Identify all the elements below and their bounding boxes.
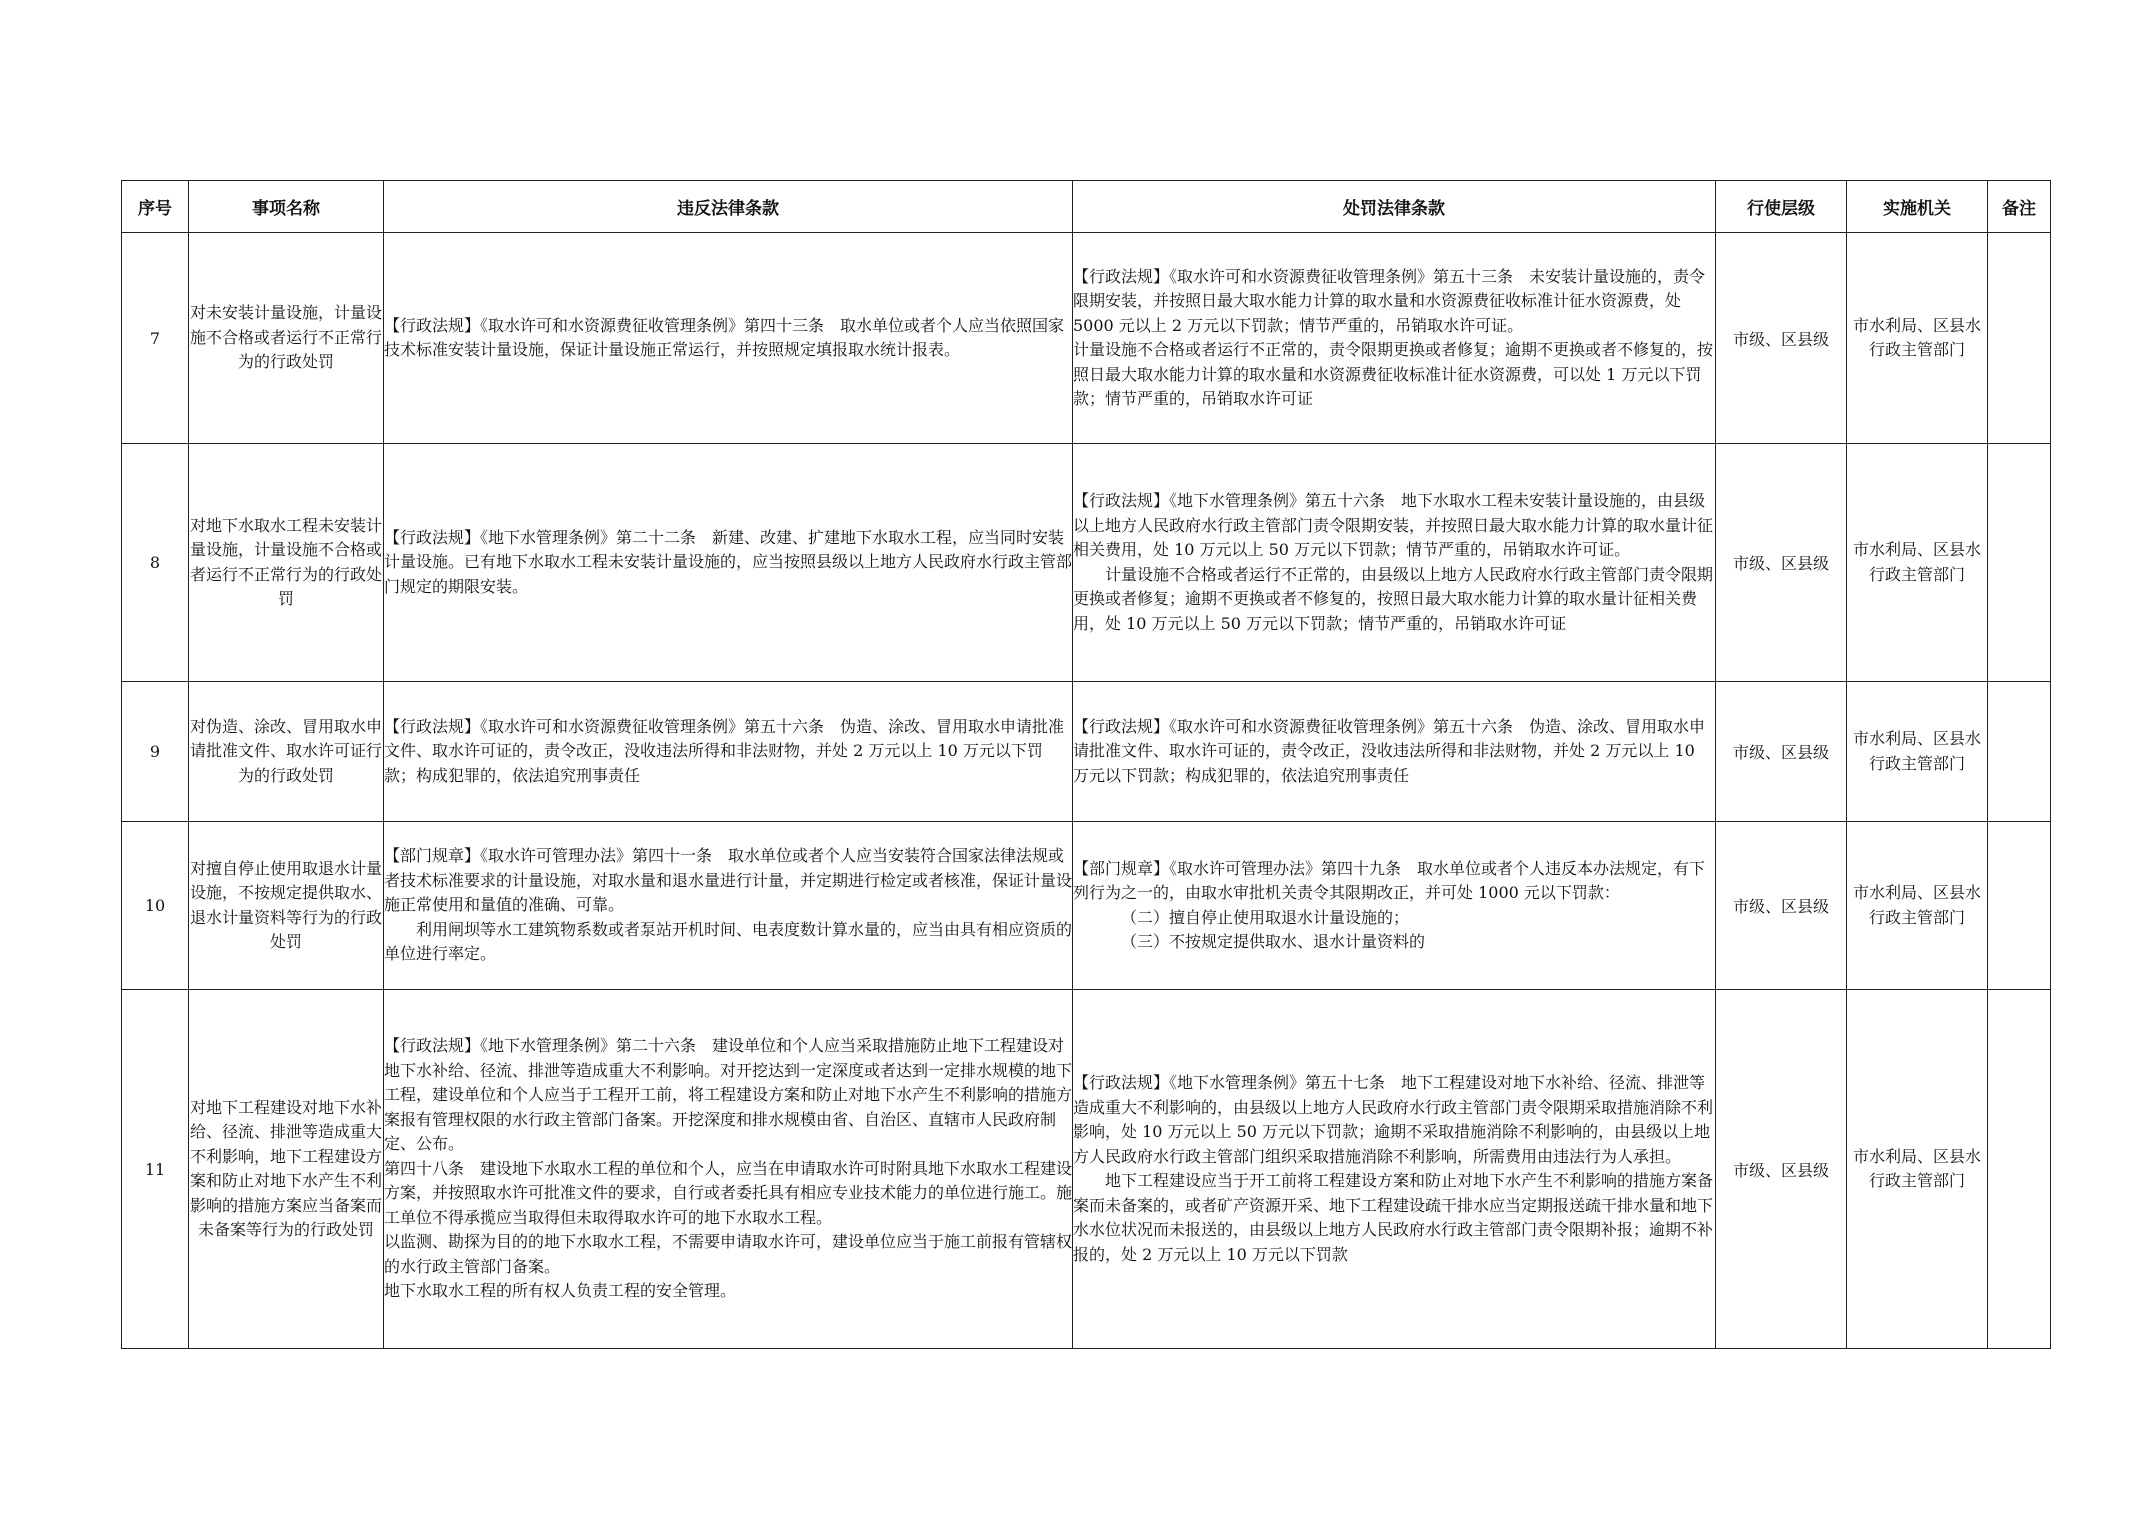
violation-paragraph: 【部门规章】《取水许可管理办法》第四十一条 取水单位或者个人应当安装符合国家法律法规或者技术标准要求的计量设施，对取水量和退水量进行计量，并定期进行检定或者核准，保证计量设施正常使用和量值的准确、可靠。	[384, 846, 1073, 915]
row-penalty	[1073, 233, 1716, 444]
row-violation	[384, 990, 1073, 1349]
table-row	[122, 444, 2051, 682]
row-remark	[1988, 233, 2051, 444]
row-penalty	[1073, 990, 1716, 1349]
row-item-name: 对伪造、涂改、冒用取水申请批准文件、取水许可证行为的行政处罚	[189, 682, 384, 822]
table-row	[122, 990, 2051, 1349]
row-remark	[1988, 822, 2051, 990]
violation-paragraph: 【行政法规】《地下水管理条例》第二十六条 建设单位和个人应当采取措施防止地下工程建设对地下水补给、径流、排泄等造成重大不利影响。对开挖达到一定深度或者达到一定排水规模的地下工程，建设单位和个人应当于工程开工前，将工程建设方案和防止对地下水产生不利影响的措施方案报有管理权限的水行政主管部门备案。开挖深度和排水规模由省、自治区、直辖市人民政府制定、公布。	[384, 1036, 1073, 1154]
table-row	[122, 682, 2051, 822]
row-agency: 市水利局、区县水行政主管部门	[1847, 444, 1988, 682]
penalty-paragraph: 【行政法规】《地下水管理条例》第五十六条 地下水取水工程未安装计量设施的，由县级以上地方人民政府水行政主管部门责令限期安装，并按照日最大取水能力计算的取水量计征相关费用，处 10 万元以上 50 万元以下罚款；情节严重的，吊销取水许可证。	[1073, 491, 1714, 559]
row-level: 市级、区县级	[1716, 682, 1847, 822]
penalty-paragraph: 计量设施不合格或者运行不正常的，责令限期更换或者修复；逾期不更换或者不修复的，按照日最大取水能力计算的取水量和水资源费征收标准计征水资源费，可以处 1 万元以下罚款；情节严重的，吊销取水许可证	[1073, 340, 1714, 408]
row-penalty	[1073, 822, 1716, 990]
header-level: 行使层级	[1716, 181, 1847, 233]
row-level: 市级、区县级	[1716, 990, 1847, 1349]
penalty-paragraph: 【部门规章】《取水许可管理办法》第四十九条 取水单位或者个人违反本办法规定，有下列行为之一的，由取水审批机关责令其限期改正，并可处 1000 元以下罚款：	[1073, 858, 1706, 902]
penalty-paragraph: 计量设施不合格或者运行不正常的，由县级以上地方人民政府水行政主管部门责令限期更换或者修复；逾期不更换或者不修复的，按照日最大取水能力计算的取水量计征相关费用，处 10 万元以上 50 万元以下罚款；情节严重的，吊销取水许可证	[1073, 564, 1714, 633]
violation-paragraph: 利用闸坝等水工建筑物系数或者泵站开机时间、电表度数计算水量的，应当由具有相应资质的单位进行率定。	[384, 919, 1073, 964]
violation-paragraph: 以监测、勘探为目的的地下水取水工程，不需要申请取水许可，建设单位应当于施工前报有管辖权的水行政主管部门备案。	[384, 1232, 1073, 1276]
row-agency: 市水利局、区县水行政主管部门	[1847, 990, 1988, 1349]
violation-paragraph: 地下水取水工程的所有权人负责工程的安全管理。	[384, 1281, 737, 1301]
violation-paragraph: 【行政法规】《地下水管理条例》第二十二条 新建、改建、扩建地下水取水工程，应当同时安装计量设施。已有地下水取水工程未安装计量设施的，应当按照县级以上地方人民政府水行政主管部门规定的期限安装。	[384, 527, 1073, 596]
row-remark	[1988, 990, 2051, 1349]
row-index: 8	[122, 444, 189, 682]
row-level: 市级、区县级	[1716, 233, 1847, 444]
header-row	[122, 181, 2051, 233]
header-violation: 违反法律条款	[384, 181, 1073, 233]
enforcement-table	[121, 180, 2051, 1349]
header-name: 事项名称	[189, 181, 384, 233]
header-penalty: 处罚法律条款	[1073, 181, 1716, 233]
header-agency: 实施机关	[1847, 181, 1988, 233]
row-item-name: 对未安装计量设施，计量设施不合格或者运行不正常行为的行政处罚	[189, 233, 384, 444]
row-item-name: 对擅自停止使用取退水计量设施，不按规定提供取水、退水计量资料等行为的行政处罚	[189, 822, 384, 990]
header-remark: 备注	[1988, 181, 2051, 233]
row-penalty	[1073, 682, 1716, 822]
row-violation	[384, 682, 1073, 822]
row-agency: 市水利局、区县水行政主管部门	[1847, 822, 1988, 990]
row-agency: 市水利局、区县水行政主管部门	[1847, 233, 1988, 444]
penalty-paragraph: 地下工程建设应当于开工前将工程建设方案和防止对地下水产生不利影响的措施方案备案而未备案的，或者矿产资源开采、地下工程建设疏干排水应当定期报送疏干排水量和地下水水位状况而未报送的，由县级以上地方人民政府水行政主管部门责令限期补报；逾期不补报的，处 2 万元以上 10 万元以下罚款	[1073, 1171, 1714, 1264]
row-level: 市级、区县级	[1716, 444, 1847, 682]
violation-paragraph: 【行政法规】《取水许可和水资源费征收管理条例》第五十六条 伪造、涂改、冒用取水申请批准文件、取水许可证的，责令改正，没收违法所得和非法财物，并处 2 万元以上 10 万元以下罚款；构成犯罪的，依法追究刑事责任	[384, 716, 1065, 785]
header-index: 序号	[122, 181, 189, 233]
table-row	[122, 822, 2051, 990]
row-index: 10	[122, 822, 189, 990]
violation-paragraph: 【行政法规】《取水许可和水资源费征收管理条例》第四十三条 取水单位或者个人应当依照国家技术标准安装计量设施，保证计量设施正常运行，并按照规定填报取水统计报表。	[384, 315, 1065, 359]
penalty-paragraph: 【行政法规】《地下水管理条例》第五十七条 地下工程建设对地下水补给、径流、排泄等造成重大不利影响的，由县级以上地方人民政府水行政主管部门责令限期采取措施消除不利影响，处 10 万元以上 50 万元以下罚款；逾期不采取措施消除不利影响的，由县级以上地方人民政府水行政主管部门组织采取措施消除不利影响，所需费用由违法行为人承担。	[1073, 1073, 1714, 1166]
row-remark	[1988, 444, 2051, 682]
row-violation	[384, 233, 1073, 444]
row-index: 11	[122, 990, 189, 1349]
row-index: 9	[122, 682, 189, 822]
penalty-paragraph: 【行政法规】《取水许可和水资源费征收管理条例》第五十三条 未安装计量设施的，责令限期安装，并按照日最大取水能力计算的取水量和水资源费征收标准计征水资源费，处 5000 元以上 2 万元以下罚款；情节严重的，吊销取水许可证。	[1073, 266, 1706, 335]
row-level: 市级、区县级	[1716, 822, 1847, 990]
penalty-paragraph: （二）擅自停止使用取退水计量设施的；	[1121, 907, 1410, 927]
row-remark	[1988, 682, 2051, 822]
row-index: 7	[122, 233, 189, 444]
table-row	[122, 233, 2051, 444]
row-item-name: 对地下水取水工程未安装计量设施，计量设施不合格或者运行不正常行为的行政处罚	[189, 444, 384, 682]
row-agency: 市水利局、区县水行政主管部门	[1847, 682, 1988, 822]
row-penalty	[1073, 444, 1716, 682]
row-violation	[384, 822, 1073, 990]
row-item-name: 对地下工程建设对地下水补给、径流、排泄等造成重大不利影响，地下工程建设方案和防止对地下水产生不利影响的措施方案应当备案而未备案等行为的行政处罚	[189, 990, 384, 1349]
penalty-paragraph: 【行政法规】《取水许可和水资源费征收管理条例》第五十六条 伪造、涂改、冒用取水申请批准文件、取水许可证的，责令改正，没收违法所得和非法财物，并处 2 万元以上 10 万元以下罚款；构成犯罪的，依法追究刑事责任	[1073, 716, 1706, 785]
penalty-paragraph: （三）不按规定提供取水、退水计量资料的	[1121, 932, 1426, 951]
row-violation	[384, 444, 1073, 682]
violation-paragraph: 第四十八条 建设地下水取水工程的单位和个人，应当在申请取水许可时附具地下水取水工程建设方案，并按照取水许可批准文件的要求，自行或者委托具有相应专业技术能力的单位进行施工。施工单位不得承揽应当取得但未取得取水许可的地下水取水工程。	[384, 1158, 1073, 1227]
